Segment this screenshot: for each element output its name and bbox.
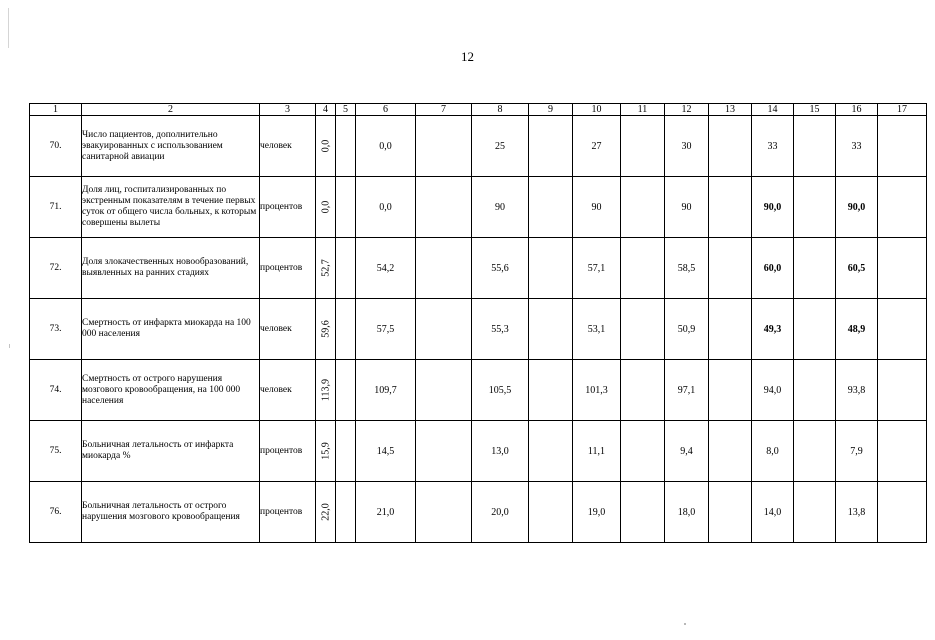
column-header: 7 (416, 104, 472, 116)
empty-cell (794, 360, 836, 421)
empty-cell (794, 299, 836, 360)
value-cell: 21,0 (356, 482, 416, 543)
value-cell: 14,0 (752, 482, 794, 543)
base-value-text: 113,9 (320, 378, 331, 402)
value-cell: 60,5 (836, 238, 878, 299)
column-header: 11 (621, 104, 665, 116)
column-header: 10 (573, 104, 621, 116)
value-cell: 50,9 (665, 299, 709, 360)
empty-cell (416, 238, 472, 299)
indicator-name: Смертность от инфаркта миокарда на 100 000 населения (82, 299, 260, 360)
empty-cell (709, 360, 752, 421)
empty-cell (794, 482, 836, 543)
value-cell: 60,0 (752, 238, 794, 299)
value-cell: 25 (472, 116, 529, 177)
indicators-table (29, 103, 927, 543)
value-cell: 18,0 (665, 482, 709, 543)
unit-cell: процентов (260, 238, 316, 299)
value-cell: 20,0 (472, 482, 529, 543)
base-value-text: 15,9 (320, 442, 331, 460)
empty-cell (878, 238, 927, 299)
row-number: 71. (30, 177, 82, 238)
value-cell: 90 (573, 177, 621, 238)
column-header: 2 (82, 104, 260, 116)
value-cell: 93,8 (836, 360, 878, 421)
row-number: 75. (30, 421, 82, 482)
base-value (316, 299, 336, 360)
unit-cell: человек (260, 360, 316, 421)
value-cell: 11,1 (573, 421, 621, 482)
empty-cell (878, 177, 927, 238)
value-cell: 54,2 (356, 238, 416, 299)
value-cell: 97,1 (665, 360, 709, 421)
indicator-name: Больничная летальность от острого нарушения мозгового кровообращения (82, 482, 260, 543)
column-numbers-row (30, 104, 927, 116)
unit-cell: процентов (260, 482, 316, 543)
empty-cell (621, 238, 665, 299)
empty-cell (621, 299, 665, 360)
value-cell: 90,0 (752, 177, 794, 238)
value-cell: 27 (573, 116, 621, 177)
empty-cell (416, 360, 472, 421)
column-header: 5 (336, 104, 356, 116)
base-value-text: 0,0 (320, 200, 331, 214)
empty-cell (416, 177, 472, 238)
empty-cell (709, 299, 752, 360)
empty-cell (336, 299, 356, 360)
base-value (316, 360, 336, 421)
base-value-text: 59,6 (320, 320, 331, 338)
empty-cell (621, 177, 665, 238)
base-value (316, 482, 336, 543)
value-cell: 13,8 (836, 482, 878, 543)
empty-cell (336, 116, 356, 177)
empty-cell (878, 299, 927, 360)
base-value-text: 0,0 (320, 139, 331, 153)
empty-cell (709, 421, 752, 482)
unit-cell: человек (260, 116, 316, 177)
value-cell: 58,5 (665, 238, 709, 299)
row-number: 74. (30, 360, 82, 421)
table-row (30, 421, 927, 482)
value-cell: 49,3 (752, 299, 794, 360)
base-value (316, 116, 336, 177)
column-header: 16 (836, 104, 878, 116)
base-value (316, 177, 336, 238)
indicator-name: Число пациентов, дополнительно эвакуированных с использованием санитарной авиации (82, 116, 260, 177)
unit-cell: процентов (260, 177, 316, 238)
table-row (30, 360, 927, 421)
indicator-name: Доля злокачественных новообразований, выявленных на ранних стадиях (82, 238, 260, 299)
empty-cell (794, 177, 836, 238)
empty-cell (529, 238, 573, 299)
value-cell: 9,4 (665, 421, 709, 482)
empty-cell (878, 360, 927, 421)
empty-cell (878, 116, 927, 177)
column-header: 3 (260, 104, 316, 116)
table-row (30, 482, 927, 543)
value-cell: 33 (836, 116, 878, 177)
empty-cell (621, 421, 665, 482)
empty-cell (878, 421, 927, 482)
empty-cell (709, 116, 752, 177)
empty-cell (336, 482, 356, 543)
empty-cell (878, 482, 927, 543)
value-cell: 57,1 (573, 238, 621, 299)
page-number: 12 (461, 49, 474, 64)
base-value (316, 238, 336, 299)
value-cell: 105,5 (472, 360, 529, 421)
column-header: 14 (752, 104, 794, 116)
row-number: 76. (30, 482, 82, 543)
table-row (30, 177, 927, 238)
value-cell: 0,0 (356, 116, 416, 177)
value-cell: 14,5 (356, 421, 416, 482)
value-cell: 55,3 (472, 299, 529, 360)
value-cell: 101,3 (573, 360, 621, 421)
value-cell: 13,0 (472, 421, 529, 482)
empty-cell (336, 238, 356, 299)
column-header: 13 (709, 104, 752, 116)
empty-cell (529, 177, 573, 238)
table-body (30, 116, 927, 543)
table-row (30, 299, 927, 360)
column-header: 4 (316, 104, 336, 116)
column-header: 12 (665, 104, 709, 116)
indicator-name: Доля лиц, госпитализированных по экстренным показателям в течение первых суток от общего числа больных, к которым совершены вылеты (82, 177, 260, 238)
value-cell: 30 (665, 116, 709, 177)
empty-cell (529, 299, 573, 360)
value-cell: 90 (472, 177, 529, 238)
empty-cell (709, 177, 752, 238)
base-value-text: 22,0 (320, 503, 331, 521)
base-value-text: 52,7 (320, 259, 331, 277)
empty-cell (529, 421, 573, 482)
unit-cell: человек (260, 299, 316, 360)
empty-cell (794, 238, 836, 299)
value-cell: 8,0 (752, 421, 794, 482)
empty-cell (336, 421, 356, 482)
table-row (30, 116, 927, 177)
empty-cell (416, 116, 472, 177)
value-cell: 53,1 (573, 299, 621, 360)
base-value (316, 421, 336, 482)
column-header: 17 (878, 104, 927, 116)
column-header: 8 (472, 104, 529, 116)
value-cell: 94,0 (752, 360, 794, 421)
column-header: 6 (356, 104, 416, 116)
empty-cell (529, 360, 573, 421)
indicator-name: Больничная летальность от инфаркта миокарда % (82, 421, 260, 482)
empty-cell (794, 116, 836, 177)
empty-cell (709, 482, 752, 543)
value-cell: 109,7 (356, 360, 416, 421)
indicator-name: Смертность от острого нарушения мозгового кровообращения, на 100 000 населения (82, 360, 260, 421)
value-cell: 7,9 (836, 421, 878, 482)
row-number: 70. (30, 116, 82, 177)
scan-mark (9, 344, 10, 348)
scan-mark (8, 8, 9, 48)
empty-cell (794, 421, 836, 482)
value-cell: 55,6 (472, 238, 529, 299)
empty-cell (416, 299, 472, 360)
empty-cell (621, 116, 665, 177)
column-header: 1 (30, 104, 82, 116)
empty-cell (416, 482, 472, 543)
column-header: 15 (794, 104, 836, 116)
value-cell: 19,0 (573, 482, 621, 543)
row-number: 72. (30, 238, 82, 299)
empty-cell (336, 177, 356, 238)
empty-cell (529, 482, 573, 543)
empty-cell (621, 360, 665, 421)
unit-cell: процентов (260, 421, 316, 482)
empty-cell (621, 482, 665, 543)
empty-cell (416, 421, 472, 482)
value-cell: 90,0 (836, 177, 878, 238)
value-cell: 48,9 (836, 299, 878, 360)
scan-mark (684, 623, 686, 625)
empty-cell (336, 360, 356, 421)
table-row (30, 238, 927, 299)
empty-cell (529, 116, 573, 177)
value-cell: 0,0 (356, 177, 416, 238)
value-cell: 90 (665, 177, 709, 238)
value-cell: 33 (752, 116, 794, 177)
empty-cell (709, 238, 752, 299)
column-header: 9 (529, 104, 573, 116)
row-number: 73. (30, 299, 82, 360)
value-cell: 57,5 (356, 299, 416, 360)
